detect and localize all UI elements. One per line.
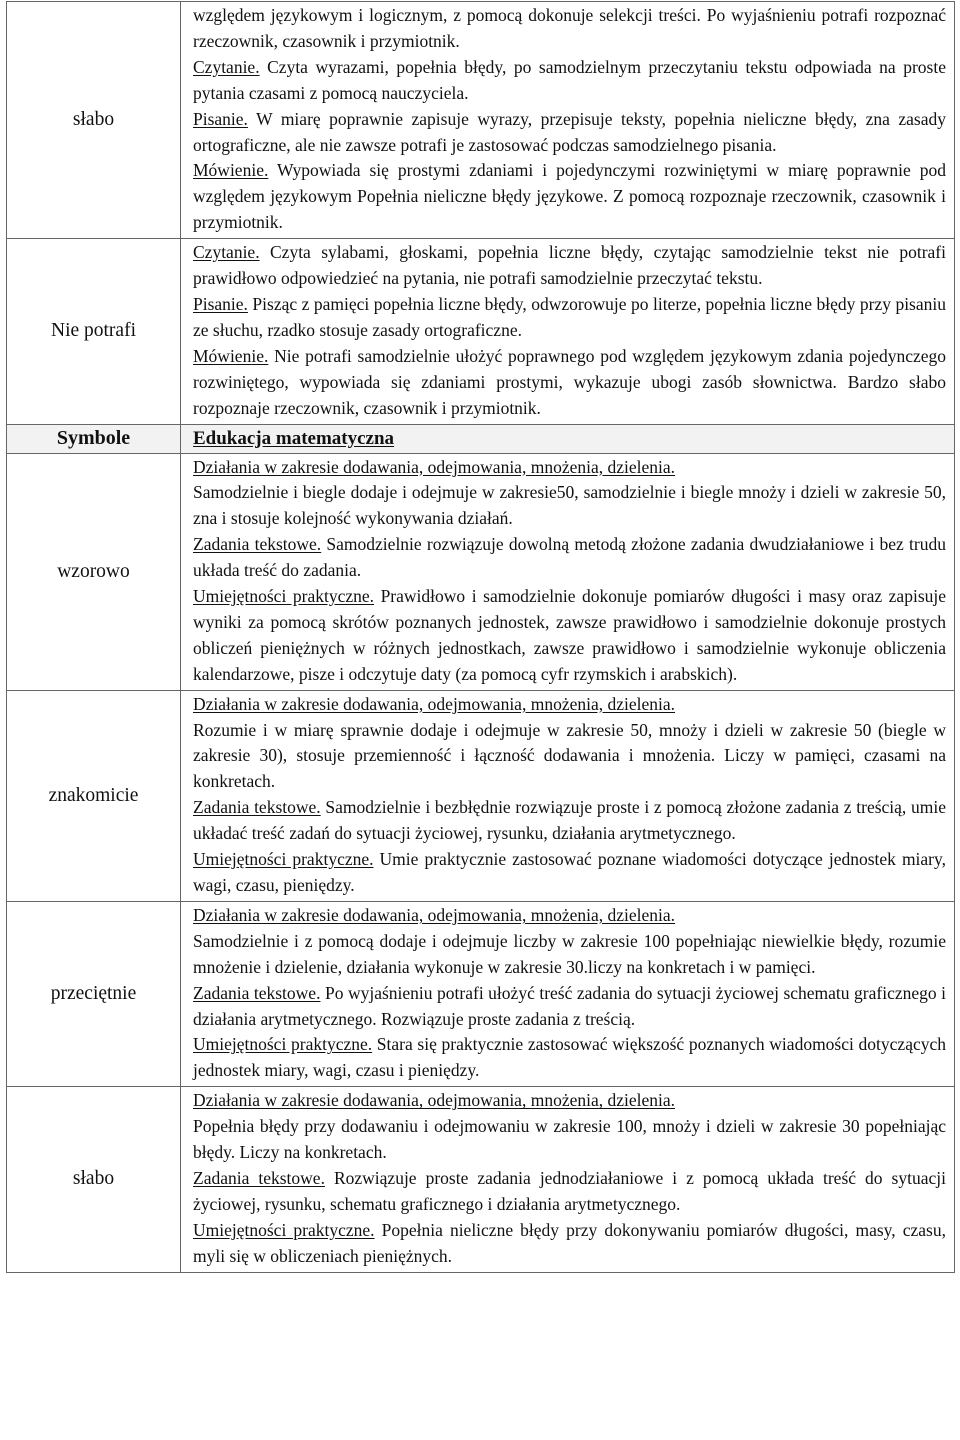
- skill-label: Umiejętności praktyczne.: [193, 1034, 373, 1055]
- criteria-text: Samodzielnie rozwiązuje dowolną metodą złożone zadania dwudziałaniowe i bez trudu układa treść do zadania.: [193, 534, 947, 581]
- criteria-text: Popełnia nieliczne błędy przy dokonywaniu pomiarów długości, masy, czasu, myli się w obliczeniach pieniężnych.: [193, 1219, 946, 1266]
- skill-label: Zadania tekstowe.: [193, 797, 321, 818]
- criteria-paragraph: [193, 584, 946, 688]
- criteria-text: Stara się praktycznie zastosować większość poznanych wiadomości dotyczących jednostek miary, wagi, czasu i pieniędzy.: [193, 1034, 946, 1081]
- criteria-text: Wypowiada się prostymi zdaniami i pojedynczymi rozwiniętymi w miarę poprawnie pod względem językowym Popełnia nieliczne błędy językowe. Z pomocą rozpoznaje rzeczownik, czasownik i przymiotnik.: [193, 160, 946, 233]
- criteria-paragraph: [193, 1088, 946, 1114]
- section-heading-cell: [181, 424, 955, 453]
- criteria-paragraph: [193, 1166, 946, 1218]
- skill-label: Działania w zakresie dodawania, odejmowania, mnożenia, dzielenia.: [193, 1090, 676, 1111]
- section-title: Edukacja matematyczna: [193, 427, 395, 449]
- skill-label: Mówienie.: [193, 345, 269, 366]
- criteria-description: [181, 239, 955, 424]
- criteria-paragraph: [193, 344, 946, 422]
- skill-label: Zadania tekstowe.: [193, 534, 322, 555]
- criteria-text: Nie potrafi samodzielnie ułożyć poprawnego pod względem językowym zdania pojedynczego rozwiniętego, wypowiada się zdaniami prostymi, wykazuje ubogi zasób słownictwa. Bardzo słabo rozpoznaje rzeczownik, czasownik i przymiotnik.: [193, 345, 946, 418]
- criteria-paragraph: [193, 292, 946, 344]
- table-header-row: [7, 424, 955, 453]
- skill-label: Umiejętności praktyczne.: [193, 849, 374, 870]
- skill-label: Umiejętności praktyczne.: [193, 586, 375, 607]
- criteria-paragraph: [193, 1114, 946, 1166]
- criteria-paragraph: [193, 981, 946, 1033]
- grade-symbol: wzorowo: [7, 453, 181, 690]
- criteria-paragraph: [193, 107, 946, 159]
- criteria-paragraph: [193, 718, 946, 796]
- table-row: [7, 901, 955, 1086]
- criteria-description: [181, 901, 955, 1086]
- criteria-paragraph: [193, 158, 946, 236]
- table-row: [7, 2, 955, 239]
- table-row: [7, 239, 955, 424]
- criteria-text: Umie praktycznie zastosować poznane wiadomości dotyczące jednostek miary, wagi, czasu, pieniędzy.: [193, 849, 946, 895]
- skill-label: Zadania tekstowe.: [193, 1167, 325, 1188]
- grade-symbol: znakomicie: [7, 690, 181, 901]
- table-row: [7, 690, 955, 901]
- criteria-paragraph: [193, 455, 946, 481]
- grade-symbol: słabo: [7, 2, 181, 239]
- criteria-paragraph: [193, 847, 946, 899]
- criteria-paragraph: [193, 1218, 946, 1270]
- criteria-paragraph: [193, 3, 946, 55]
- criteria-paragraph: [193, 692, 946, 718]
- criteria-text: W miarę poprawnie zapisuje wyrazy, przepisuje teksty, popełnia nieliczne błędy, zna zasady ortograficzne, ale nie zawsze potrafi je zastosować podczas samodzielnego pisania.: [193, 108, 946, 155]
- criteria-text: Rozwiązuje proste zadania jednodziałaniowe i z pomocą układa treść do sytuacji życiowej, rysunku, schematu graficznego i działania arytmetycznego.: [193, 1167, 946, 1214]
- grade-symbol: słabo: [7, 1087, 181, 1272]
- skill-label: Czytanie.: [193, 56, 260, 77]
- criteria-paragraph: [193, 426, 946, 452]
- skill-label: Działania w zakresie dodawania, odejmowania, mnożenia, dzielenia.: [193, 693, 676, 714]
- table-row: [7, 453, 955, 690]
- criteria-description: [181, 2, 955, 239]
- skill-label: Działania w zakresie dodawania, odejmowania, mnożenia, dzielenia.: [193, 904, 676, 925]
- skill-label: Czytanie.: [193, 242, 260, 263]
- criteria-text: Czyta wyrazami, popełnia błędy, po samodzielnym przeczytaniu tekstu odpowiada na proste pytania czasami z pomocą nauczyciela.: [193, 56, 946, 103]
- criteria-paragraph: [193, 903, 946, 929]
- skill-label: Umiejętności praktyczne.: [193, 1219, 375, 1240]
- criteria-text: Rozumie i w miarę sprawnie dodaje i odejmuje w zakresie 50, mnoży i dzieli w zakresie 50 (biegle w zakresie 30), stosuje przemienność i łączność dodawania i mnożenia. Liczy w pamięci, czasami na konkretach.: [193, 719, 946, 792]
- criteria-description: [181, 690, 955, 901]
- criteria-text: Samodzielnie i biegle dodaje i odejmuje w zakresie50, samodzielnie i biegle mnoży i dzieli w zakresie 50, zna i stosuje kolejność wykonywania działań.: [193, 482, 946, 529]
- skill-label: Pisanie.: [193, 293, 248, 314]
- criteria-description: [181, 453, 955, 690]
- table-body: [7, 2, 955, 1273]
- criteria-text: względem językowym i logicznym, z pomocą dokonuje selekcji treści. Po wyjaśnieniu potrafi rozpoznać rzeczownik, czasownik i przymiotnik.: [193, 5, 946, 51]
- table-row: [7, 1087, 955, 1272]
- assessment-criteria-table: [6, 1, 955, 1273]
- criteria-description: [181, 1087, 955, 1272]
- criteria-paragraph: [193, 55, 946, 107]
- criteria-paragraph: [193, 795, 946, 847]
- criteria-text: Czyta sylabami, głoskami, popełnia liczne błędy, czytając samodzielnie tekst nie potrafi prawidłowo odpowiedzieć na pytania, nie potrafi samodzielnie przeczytać tekstu.: [193, 242, 946, 289]
- grade-symbol: przeciętnie: [7, 901, 181, 1086]
- skill-label: Działania w zakresie dodawania, odejmowania, mnożenia, dzielenia.: [193, 456, 676, 477]
- criteria-paragraph: [193, 1032, 946, 1084]
- criteria-paragraph: [193, 240, 946, 292]
- criteria-text: Samodzielnie i z pomocą dodaje i odejmuje liczby w zakresie 100 popełniając niewielkie błędy, rozumie mnożenie i dzielenie, działania wykonuje w zakresie 30.liczy na konkretach i w pamięci.: [193, 930, 946, 977]
- skill-label: Mówienie.: [193, 160, 269, 181]
- grade-symbol: Nie potrafi: [7, 239, 181, 424]
- criteria-paragraph: [193, 480, 946, 532]
- criteria-paragraph: [193, 532, 946, 584]
- criteria-text: Popełnia błędy przy dodawaniu i odejmowaniu w zakresie 100, mnoży i dzieli w zakresie 30 popełniając błędy. Liczy na konkretach.: [193, 1116, 946, 1163]
- criteria-text: Pisząc z pamięci popełnia liczne błędy, odwzorowuje po literze, popełnia liczne błędy przy pisaniu ze słuchu, rzadko stosuje zasady ortograficzne.: [193, 293, 946, 340]
- skill-label: Zadania tekstowe.: [193, 982, 321, 1003]
- criteria-paragraph: [193, 929, 946, 981]
- symbol-column-header: Symbole: [7, 424, 181, 453]
- criteria-text: Samodzielnie i bezbłędnie rozwiązuje proste i z pomocą złożone zadania z treścią, umie układać treść zadań do sytuacji życiowej, rysunku, działania arytmetycznego.: [193, 797, 946, 844]
- criteria-text: Prawidłowo i samodzielnie dokonuje pomiarów długości i masy oraz zapisuje wyniki za pomocą skrótów poznanych jednostek, zawsze prawidłowo i samodzielnie dokonuje prostych obliczeń pieniężnych w różnych jednostkach, zawsze prawidłowo i samodzielnie wykonuje obliczenia kalendarzowe, pisze i odczytuje daty (za pomocą cyfr rzymskich i arabskich).: [193, 586, 947, 684]
- criteria-text: Po wyjaśnieniu potrafi ułożyć treść zadania do sytuacji życiowej schematu graficznego i działania arytmetycznego. Rozwiązuje proste zadania z treścią.: [193, 982, 946, 1029]
- skill-label: Pisanie.: [193, 108, 248, 129]
